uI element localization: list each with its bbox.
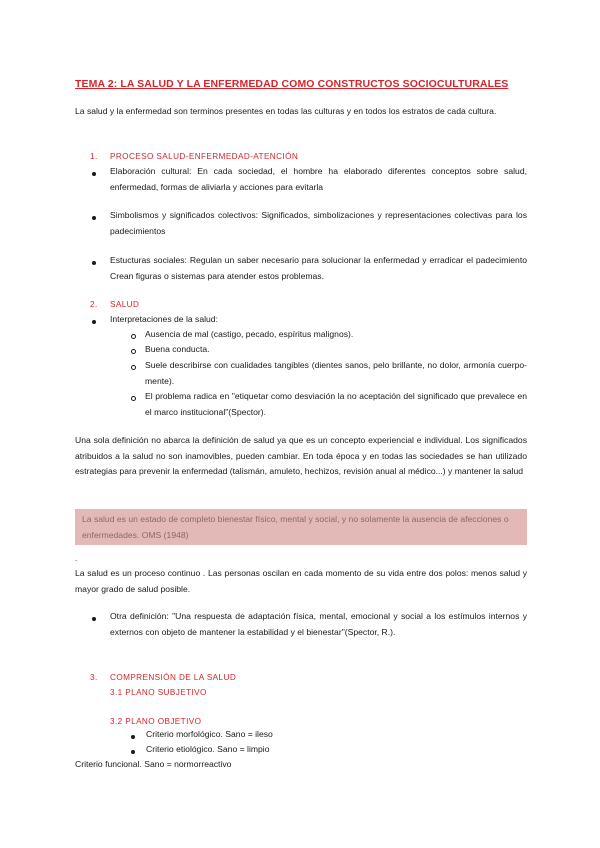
subsection-3-1-heading: 3.1 PLANO SUBJETIVO <box>110 688 207 697</box>
section-3-title: COMPRENSIÓN DE LA SALUD <box>110 673 237 682</box>
circle-bullet-icon <box>131 365 136 370</box>
functional-criterion-line: Criterio funcional. Sano = normorreactivo <box>75 759 232 769</box>
quote-text: La salud es un estado de completo bienestar físico, mental y social, y no solamente la ausencia de afecciones o enfermedades. OMS (1948) <box>82 514 509 540</box>
subsection-3-2-heading: 3.2 PLANO OBJETIVO <box>110 717 202 726</box>
section-1-heading <box>90 152 298 161</box>
section-1-title: PROCESO SALUD-ENFERMEDAD-ATENCIÓN <box>110 152 299 161</box>
sub-list-item: Ausencia de mal (castigo, pecado, espíritus malignos). <box>145 329 354 339</box>
list-item: Criterio morfológico. Sano = ileso <box>146 729 273 739</box>
list-item: Interpretaciones de la salud: <box>110 314 218 324</box>
section-2-heading <box>90 300 139 309</box>
section-2-number: 2. <box>90 300 98 309</box>
definition-paragraph: Una sola definición no abarca la definición de salud ya que es un concepto experiencial e individual. Los significados atribuidos a la salud no son inamovibles, pueden cambiar. En toda época y en todas las sociedades se han utilizado estrategias para prevenir la enfermedad (talismán, amuleto, hechizos, revisión anual al médico...) y mantener la salud <box>75 435 527 476</box>
list-item: Simbolismos y significados colectivos: Significados, simbolizaciones y representaciones colectivas para los padecimientos <box>110 210 527 236</box>
list-item: Criterio etiológico. Sano = limpio <box>146 744 270 754</box>
bullet-icon <box>92 320 96 324</box>
stray-dot: . <box>75 554 78 563</box>
intro-paragraph: La salud y la enfermedad son terminos presentes en todas las culturas y en todos los estratos de cada cultura. <box>75 106 497 116</box>
process-paragraph: La salud es un proceso continuo . Las personas oscilan en cada momento de su vida entre dos polos: menos salud y mayor grado de salud posible. <box>75 568 527 594</box>
list-item: Elaboración cultural: En cada sociedad, el hombre ha elaborado diferentes conceptos sobre salud, enfermedad, formas de aliviarla y acciones para evitarla <box>110 166 527 192</box>
sub-list-item: Buena conducta. <box>145 344 210 354</box>
sub-list-item: El problema radica en "etiquetar como desviación la no aceptación del significado que prevalece en el marco institucional"(Spector). <box>145 391 527 417</box>
circle-bullet-icon <box>131 349 136 354</box>
sub-list-item: Suele describirse con cualidades tangibles (dientes sanos, pelo brillante, no dolor, armonía cuerpo-mente). <box>145 360 527 386</box>
list-item: Otra definición: "Una respuesta de adaptación física, mental, emocional y social a los estímulos internos y externos con objeto de mantener la estabilidad y el bienestar"(Spector, R.). <box>110 611 527 637</box>
list-item: Estucturas sociales: Regulan un saber necesario para solucionar la enfermedad y erradicar el padecimiento Crean figuras o sistemas para atender estos problemas. <box>110 255 527 281</box>
bullet-icon <box>131 750 135 754</box>
bullet-icon <box>131 735 135 739</box>
bullet-icon <box>92 261 96 265</box>
bullet-icon <box>92 172 96 176</box>
circle-bullet-icon <box>131 334 136 339</box>
bullet-icon <box>92 216 96 220</box>
section-1-number: 1. <box>90 152 98 161</box>
circle-bullet-icon <box>131 396 136 401</box>
section-3-heading <box>90 673 236 682</box>
bullet-icon <box>92 617 96 621</box>
document-title: TEMA 2: LA SALUD Y LA ENFERMEDAD COMO CONSTRUCTOS SOCIOCULTURALES <box>75 78 509 90</box>
section-3-number: 3. <box>90 673 98 682</box>
section-2-title: SALUD <box>110 300 140 309</box>
